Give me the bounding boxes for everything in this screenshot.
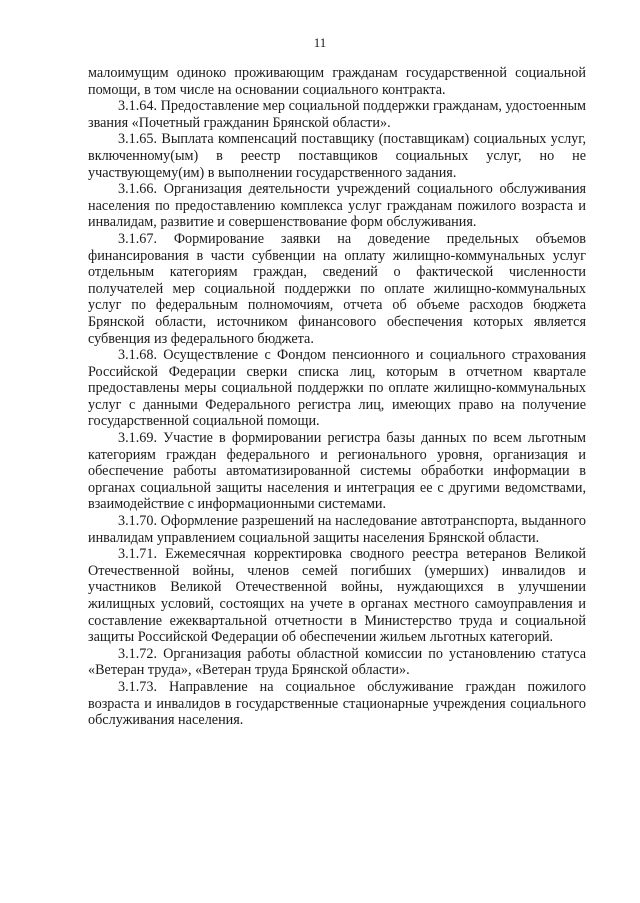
- paragraph-text: Направление на социальное обслуживание граждан пожилого возраста и инвалидов в государственные стационарные учреждения социального обслуживания населения.: [88, 678, 586, 729]
- paragraph-text: Осуществление с Фондом пенсионного и социального страхования Российской Федерации сверки списка лиц, которым в отчетном квартале предоставлены меры социальной поддержки по оплате жилищно-коммунальных услуг с данными Федерального регистра лиц, имеющих право на получение государственной социальной помощи.: [88, 347, 586, 430]
- paragraph-continuation: [88, 65, 586, 98]
- paragraph-number: 3.1.73.: [118, 678, 158, 695]
- paragraph-3-1-68: [88, 347, 586, 430]
- page-number: 11: [313, 35, 327, 50]
- paragraph-number: 3.1.68.: [118, 347, 158, 364]
- paragraph-text: Оформление разрешений на наследование автотранспорта, выданного инвалидам управлением социальной защиты населения Брянской области.: [88, 513, 587, 546]
- paragraph-3-1-72: [88, 646, 586, 679]
- paragraph-number: 3.1.70.: [118, 513, 158, 530]
- paragraph-3-1-66: [88, 181, 586, 231]
- paragraph-number: 3.1.69.: [118, 430, 158, 447]
- paragraph-number: 3.1.64.: [118, 98, 158, 115]
- paragraph-3-1-69: [88, 430, 586, 513]
- paragraph-text: малоимущим одиноко проживающим гражданам государственной социальной помощи, в том числе на основании социального контракта.: [88, 65, 586, 98]
- paragraph-text: Участие в формировании регистра базы данных по всем льготным категориям граждан федерального и регионального уровня, организация и обеспечение работы автоматизированной системы обработки информации в органах социальной защиты населения и интеграция ее с другими ведомствами, взаимодействие с информационными системами.: [88, 430, 586, 513]
- document-body: [88, 65, 586, 729]
- paragraph-text: Формирование заявки на доведение предельных объемов финансирования в части субвенции на оплату жилищно-коммунальных услуг отдельным категориям граждан, сведений о фактической численности получателей мер социальной поддержки по оплате жилищно-коммунальных услуг по федеральным полномочиям, отчета об объеме расходов бюджета Брянской области, источником финансового обеспечения которых является субвенция из федерального бюджета.: [88, 230, 586, 347]
- paragraph-text: Выплата компенсаций поставщику (поставщикам) социальных услуг, включенному(ым) в реестр поставщиков социальных услуг, но не участвующему(им) в выполнении государственного задания.: [88, 131, 587, 181]
- paragraph-number: 3.1.71.: [118, 546, 158, 563]
- paragraph-text: Предоставление мер социальной поддержки гражданам, удостоенным звания «Почетный гражданин Брянской области».: [88, 98, 586, 131]
- paragraph-3-1-71: [88, 546, 586, 646]
- paragraph-3-1-70: [88, 513, 586, 546]
- paragraph-number: 3.1.67.: [118, 230, 158, 247]
- paragraph-number: 3.1.66.: [118, 181, 158, 198]
- paragraph-3-1-73: [88, 679, 586, 729]
- paragraph-3-1-65: [88, 131, 586, 181]
- paragraph-3-1-67: [88, 231, 586, 347]
- paragraph-3-1-64: [88, 98, 586, 131]
- paragraph-number: 3.1.65.: [118, 131, 158, 148]
- paragraph-number: 3.1.72.: [118, 645, 158, 662]
- paragraph-text: Организация работы областной комиссии по установлению статуса «Ветеран труда», «Ветеран труда Брянской области».: [88, 645, 586, 679]
- paragraph-text: Организация деятельности учреждений социального обслуживания населения по предоставлению комплекса услуг гражданам пожилого возраста и инвалидам, развитие и совершенствование форм обслуживания.: [88, 181, 586, 231]
- paragraph-text: Ежемесячная корректировка сводного реестра ветеранов Великой Отечественной войны, членов семей погибших (умерших) инвалидов и участников Великой Отечественной войны, нуждающихся в улучшении жилищных условий, состоящих на учете в органах местного самоуправления и составление ежеквартальной отчетности в Министерство труда и социальной защиты Российской Федерации об обеспечении жильем льготных категорий.: [88, 546, 586, 646]
